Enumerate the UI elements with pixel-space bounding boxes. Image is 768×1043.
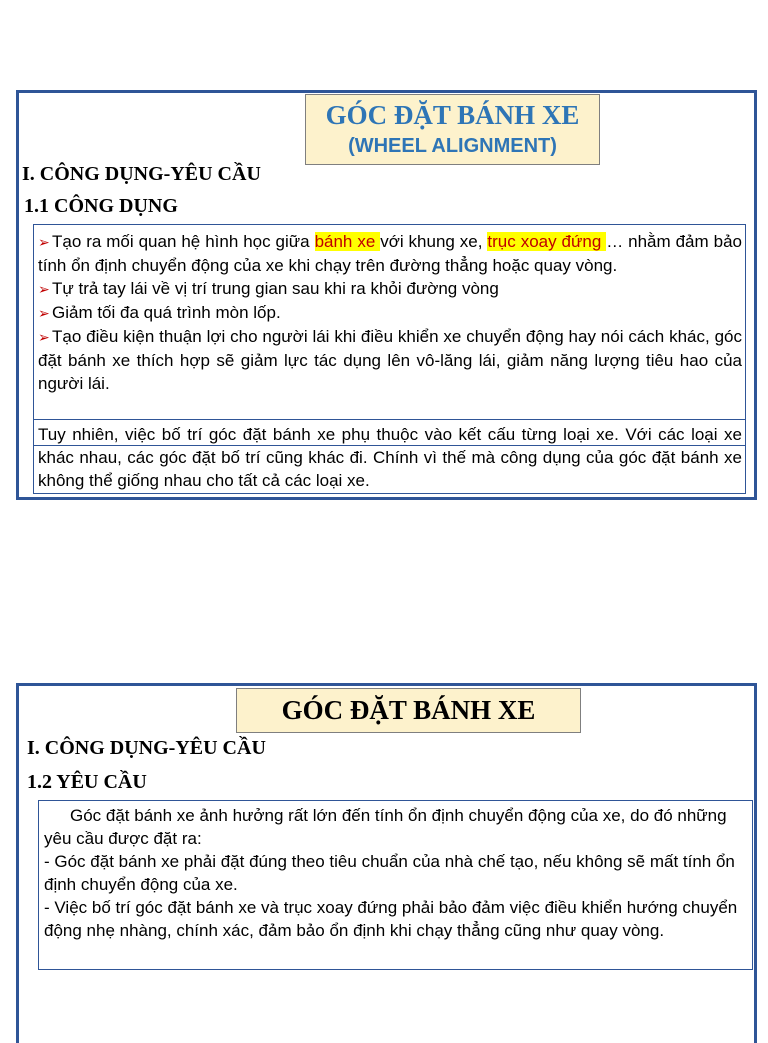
- bullet-text: Tạo ra mối quan hệ hình học giữa: [52, 232, 315, 251]
- slide-1-subtitle: (WHEEL ALIGNMENT): [348, 135, 557, 157]
- requirements-box: [38, 800, 753, 970]
- section-heading: I. CÔNG DỤNG-YÊU CẦU: [22, 163, 261, 185]
- bullet-item: [38, 277, 742, 301]
- requirement-item: - Góc đặt bánh xe phải đặt đúng theo tiêu chuẩn của nhà chế tạo, nếu không sẽ mất tính ổn định chuyển động của xe.: [44, 852, 735, 894]
- highlight-wheel: bánh xe: [314, 232, 381, 251]
- bullet-item: [38, 325, 742, 395]
- subsection-heading: 1.1 CÔNG DỤNG: [24, 195, 178, 217]
- highlight-kingpin: trục xoay đứng: [487, 232, 607, 251]
- bullet-text: với khung xe,: [380, 232, 488, 251]
- subsection-heading: 1.2 YÊU CẦU: [27, 771, 147, 793]
- arrow-bullet-icon: ➢: [38, 305, 50, 321]
- slide-2-title: GÓC ĐẶT BÁNH XE: [236, 688, 581, 733]
- intro-text: Góc đặt bánh xe ảnh hưởng rất lớn đến tính ổn định chuyển động của xe, do đó những yêu cầu được đặt ra:: [44, 806, 727, 848]
- arrow-bullet-icon: ➢: [38, 281, 50, 297]
- bullet-text: Tự trả tay lái về vị trí trung gian sau khi ra khỏi đường vòng: [52, 279, 499, 298]
- arrow-bullet-icon: ➢: [38, 329, 50, 345]
- bullet-item: [38, 230, 742, 277]
- bullet-text: … nhằm đảm bảo tính ổn định chuyển động của xe khi chạy trên đường thẳng hoặc quay vòng.: [38, 232, 742, 275]
- requirement-item: - Việc bố trí góc đặt bánh xe và trục xoay đứng phải bảo đảm việc điều khiển hướng chuyển động nhẹ nhàng, chính xác, đảm bảo ổn định khi chạy thẳng cũng như quay vòng.: [44, 898, 738, 940]
- note-box: [33, 419, 746, 494]
- purpose-bullet-box: [33, 224, 746, 446]
- slide-2: [16, 683, 757, 1043]
- bullet-text: Tạo điều kiện thuận lợi cho người lái khi điều khiển xe chuyển động hay nói cách khác, góc đặt bánh xe thích hợp sẽ giảm lực tác dụng lên vô-lăng lái, giảm năng lượng tiêu hao của người lái.: [38, 327, 742, 393]
- bullet-text: Giảm tối đa quá trình mòn lốp.: [52, 303, 281, 322]
- arrow-bullet-icon: ➢: [38, 234, 50, 250]
- slide-1-title: GÓC ĐẶT BÁNH XE: [325, 100, 580, 130]
- slide-1: [16, 90, 757, 500]
- section-heading: I. CÔNG DỤNG-YÊU CẦU: [27, 737, 266, 759]
- note-text: Tuy nhiên, việc bố trí góc đặt bánh xe phụ thuộc vào kết cấu từng loại xe. Với các loại xe khác nhau, các góc đặt bố trí cũng khác đi. Chính vì thế mà công dụng của góc đặt bánh xe không thể giống nhau cho tất cả các loại xe.: [38, 425, 742, 490]
- requirements-intro: [44, 804, 749, 850]
- slide-1-title-box: [305, 94, 600, 165]
- bullet-item: [38, 301, 742, 325]
